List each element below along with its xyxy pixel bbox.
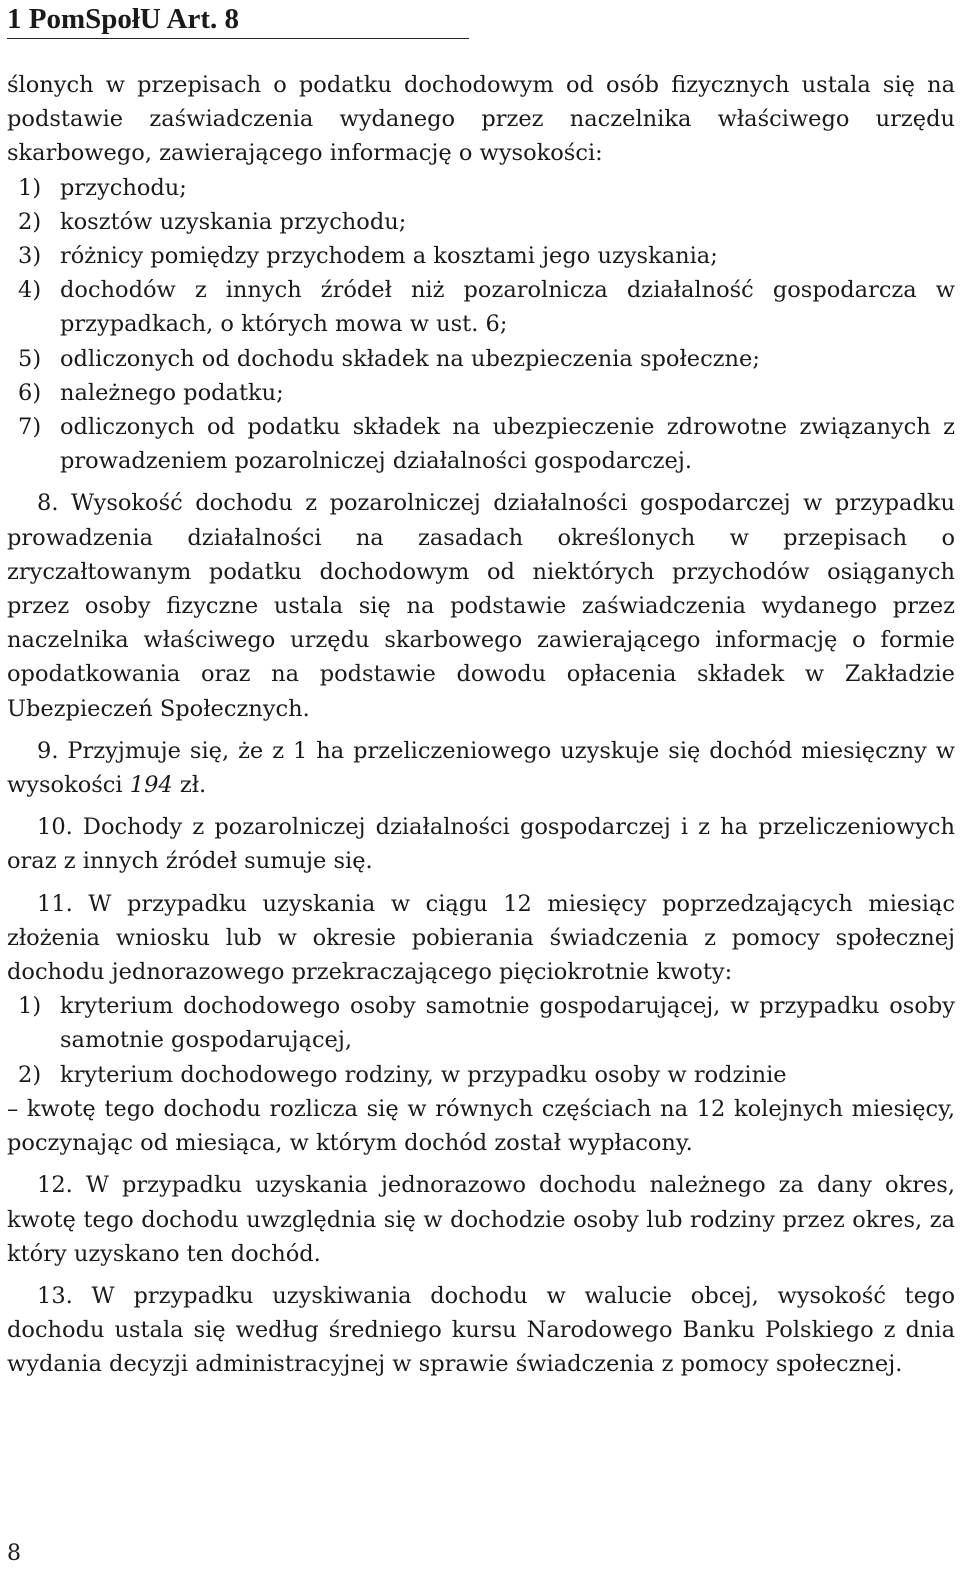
paragraph-9-text: 9. Przyjmuje się, że z 1 ha przeliczeniowego uzyskuje się dochód miesięczny w wysokości	[7, 737, 955, 799]
list-item-number: 7)	[18, 414, 42, 441]
list-item-text: dochodów z innych źródeł niż pozarolnicza działalność gospodarcza w przypadkach, o których mowa w ust. 6;	[60, 277, 955, 338]
list-item-number: 2)	[18, 208, 42, 235]
header-rule	[7, 38, 469, 39]
list-item-number: 4)	[18, 277, 42, 304]
list-item-number: 6)	[18, 379, 42, 406]
paragraph-9-amount: 194	[129, 772, 173, 799]
list-item-number: 1)	[18, 174, 42, 201]
list-item-number: 5)	[18, 345, 42, 372]
paragraph-10: 10. Dochody z pozarolniczej działalności gospodarczej i z ha przeliczeniowych oraz z innych źródeł sumuje się.	[7, 814, 955, 875]
list-item-text: odliczonych od dochodu składek na ubezpieczenia społeczne;	[60, 345, 760, 372]
list-item-number: 1)	[18, 993, 42, 1020]
list-item-text: należnego podatku;	[60, 379, 284, 406]
list-item	[7, 273, 955, 341]
body-text	[7, 68, 955, 1382]
list-item	[7, 239, 955, 273]
list-item-text: przychodu;	[60, 174, 187, 201]
page-header: 1 PomSpołU Art. 8	[7, 3, 239, 35]
paragraph-continuation: ślonych w przepisach o podatku dochodowym od osób fizycznych ustala się na podstawie zaświadczenia wydanego przez naczelnika właściwego urzędu skarbowego, zawierającego informację o wysokości:	[7, 72, 955, 167]
page-number: 8	[7, 1541, 21, 1566]
list-item	[7, 342, 955, 376]
income-list	[7, 171, 955, 479]
list-item	[7, 376, 955, 410]
paragraph-13: 13. W przypadku uzyskiwania dochodu w walucie obcej, wysokość tego dochodu ustala się według średniego kursu Narodowego Banku Polskiego z dnia wydania decyzji administracyjnej w sprawie świadczenia z pomocy społecznej.	[7, 1282, 955, 1378]
paragraph-12: 12. W przypadku uzyskania jednorazowo dochodu należnego za dany okres, kwotę tego dochodu uwzględnia się w dochodzie osoby lub rodziny przez okres, za który uzyskano ten dochód.	[7, 1172, 955, 1267]
paragraph-11: 11. W przypadku uzyskania w ciągu 12 miesięcy poprzedzających miesiąc złożenia wniosku lub w okresie pobierania świadczenia z pomocy społecznej dochodu jednorazowego przekraczającego pięciokrotnie kwoty:	[7, 890, 955, 986]
paragraph-8: 8. Wysokość dochodu z pozarolniczej działalności gospodarczej w przypadku prowadzenia działalności na zasadach określonych w przepisach o zryczałtowanym podatku dochodowym od niektórych przychodów osiąganych przez osoby fizyczne ustala się na podstawie zaświadczenia wydanego przez naczelnika właściwego urzędu skarbowego zawierającego informację o formie opodatkowania oraz na podstawie dowodu opłacenia składek w Zakładzie Ubezpieczeń Społecznych.	[7, 490, 955, 722]
list-item	[7, 410, 955, 478]
list-item-number: 2)	[18, 1061, 42, 1088]
list-item-text: różnicy pomiędzy przychodem a kosztami jego uzyskania;	[60, 243, 718, 270]
paragraph-11-conclusion: – kwotę tego dochodu rozlicza się w równych częściach na 12 kolejnych miesięcy, poczynając od miesiąca, w którym dochód został wypłacony.	[7, 1095, 955, 1157]
list-item-text: kryterium dochodowego rodziny, w przypadku osoby w rodzinie	[60, 1061, 787, 1088]
criteria-list	[7, 989, 955, 1092]
list-item	[7, 989, 955, 1057]
list-item	[7, 171, 955, 205]
list-item	[7, 1058, 955, 1092]
list-item-text: kryterium dochodowego osoby samotnie gospodarującej, w przypadku osoby samotnie gospodarującej,	[60, 993, 955, 1054]
list-item-number: 3)	[18, 243, 42, 270]
list-item	[7, 205, 955, 239]
paragraph-9	[7, 734, 955, 802]
list-item-text: kosztów uzyskania przychodu;	[60, 208, 407, 235]
paragraph-9-unit: zł.	[172, 772, 207, 799]
list-item-text: odliczonych od podatku składek na ubezpieczenie zdrowotne związanych z prowadzeniem pozarolniczej działalności gospodarczej.	[60, 414, 955, 475]
